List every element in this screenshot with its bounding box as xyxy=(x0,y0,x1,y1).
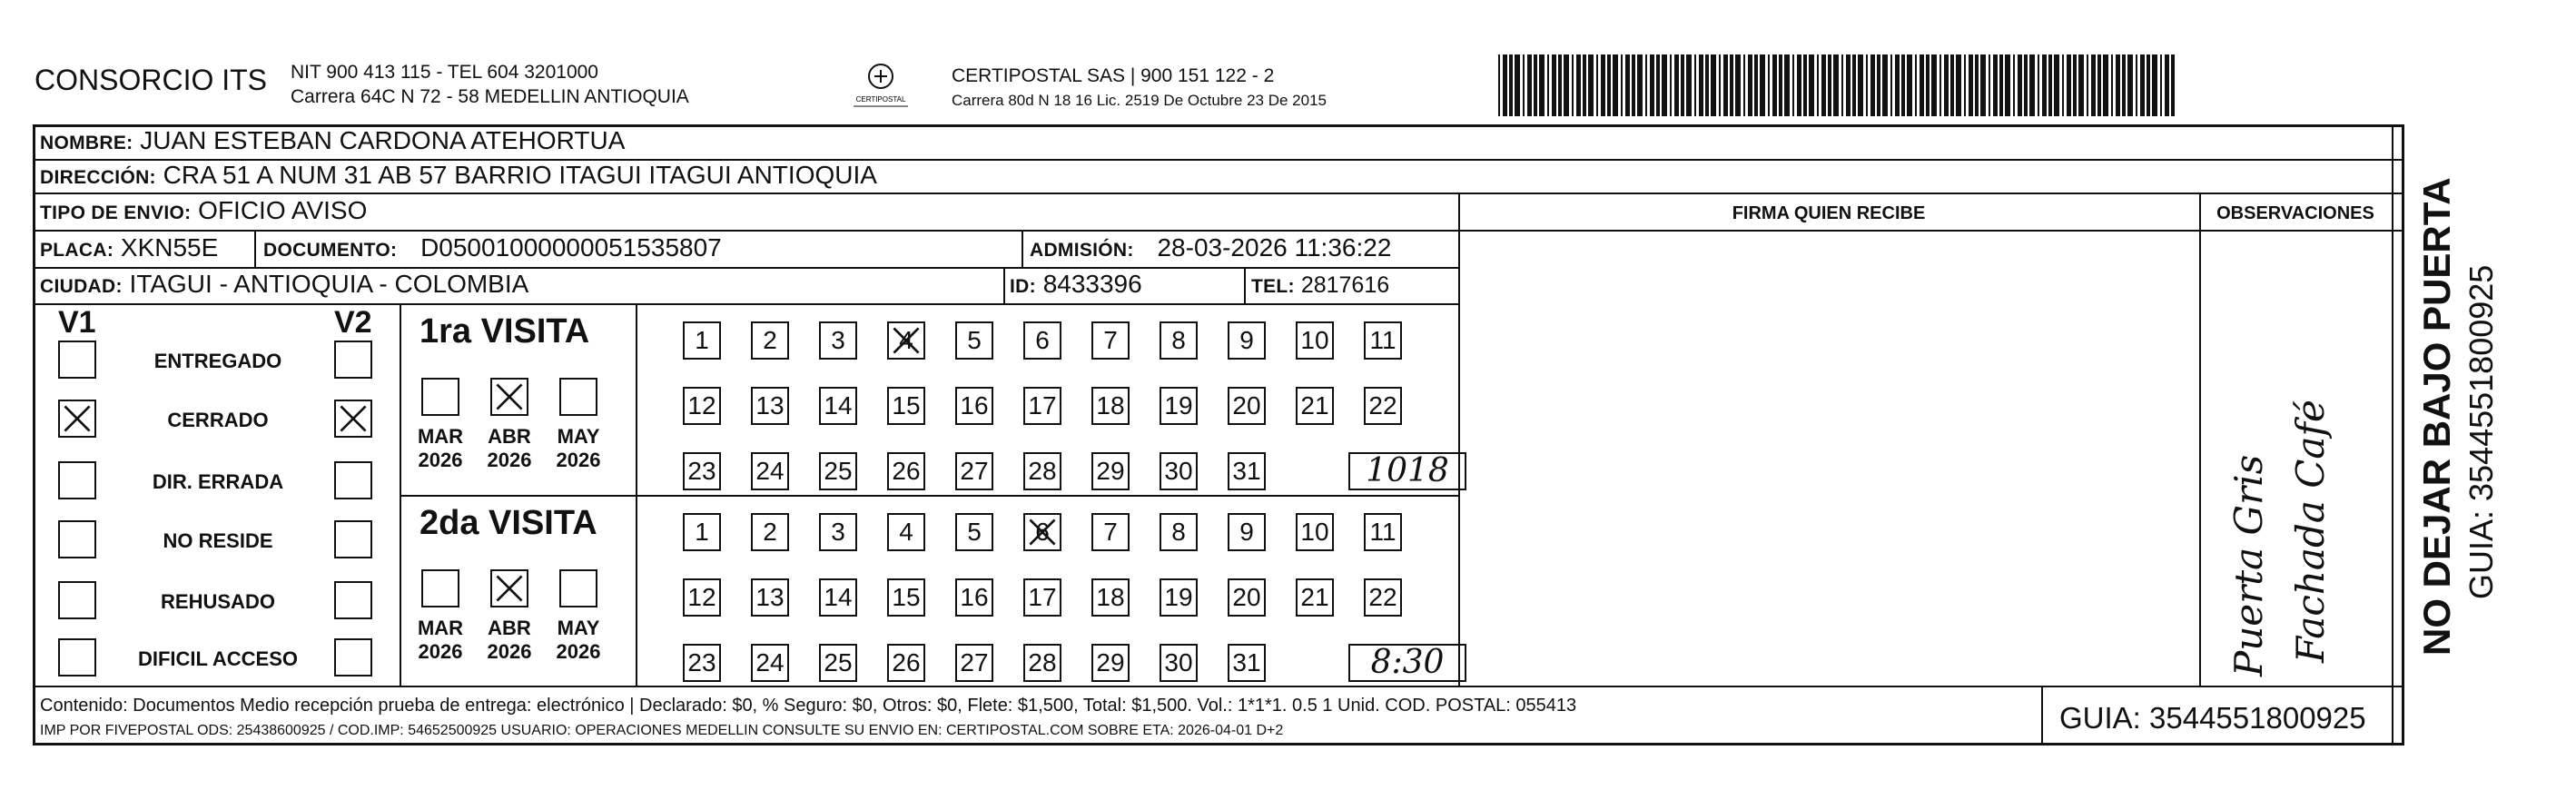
barcode-bar xyxy=(1503,54,1507,116)
rule xyxy=(400,495,1458,497)
rule xyxy=(1244,267,1246,303)
day-box[interactable]: 17 xyxy=(1023,578,1061,617)
day-box[interactable]: 31 xyxy=(1228,644,1266,682)
barcode-bar xyxy=(1613,54,1618,116)
v2-label: V2 xyxy=(334,305,372,340)
barcode-bar xyxy=(1735,54,1741,116)
barcode-bar xyxy=(1662,54,1667,116)
barcode-bar xyxy=(2013,54,2015,116)
observacion-1: Puerta Gris xyxy=(2226,454,2271,676)
check-mark-icon xyxy=(336,401,370,436)
barcode-bar xyxy=(1901,54,1905,116)
day-box[interactable]: 25 xyxy=(819,644,857,682)
day-box[interactable]: 5 xyxy=(955,321,993,360)
barcode-bar xyxy=(1572,54,1574,116)
v2-checkbox[interactable] xyxy=(334,581,372,619)
nombre-value: JUAN ESTEBAN CARDONA ATEHORTUA xyxy=(140,126,626,154)
day-box[interactable]: 10 xyxy=(1296,321,1334,360)
barcode-bar xyxy=(2018,54,2022,116)
barcode-bar xyxy=(1969,54,1973,116)
day-box[interactable]: 19 xyxy=(1160,387,1198,425)
barcode-bar xyxy=(1792,54,1794,116)
barcode-bar xyxy=(1768,54,1770,116)
barcode-bar xyxy=(1956,54,1961,116)
rule xyxy=(1458,193,1460,686)
barcode-bar xyxy=(1656,54,1660,116)
day-box[interactable]: 30 xyxy=(1160,452,1198,490)
day-box[interactable]: 23 xyxy=(683,644,721,682)
day-box[interactable]: 7 xyxy=(1091,321,1130,360)
rule xyxy=(33,193,2404,194)
barcode-bar xyxy=(1931,54,1937,116)
barcode-bar xyxy=(1564,54,1569,116)
nombre-label: NOMBRE: xyxy=(40,133,133,153)
month-label xyxy=(547,425,610,472)
carrier-license: Carrera 80d N 18 16 Lic. 2519 De Octubre 23 De 2015 xyxy=(952,92,1327,109)
month-checkbox[interactable] xyxy=(421,378,459,416)
day-box[interactable]: 15 xyxy=(887,387,925,425)
placa-label: PLACA: xyxy=(40,240,114,261)
v1-checkbox[interactable] xyxy=(58,638,96,676)
v1-checkbox[interactable] xyxy=(58,341,96,379)
barcode-bar xyxy=(1596,54,1598,116)
check-mark-icon xyxy=(60,401,94,436)
v1-checkbox[interactable] xyxy=(58,581,96,619)
barcode-bar xyxy=(1588,54,1594,116)
barcode-bar xyxy=(1989,54,1990,116)
barcode-bar xyxy=(1534,54,1537,116)
barcode-bar xyxy=(1601,54,1605,116)
v2-checkbox[interactable] xyxy=(334,400,372,438)
day-box[interactable]: 16 xyxy=(955,387,993,425)
month-checkbox[interactable] xyxy=(421,569,459,607)
barcode-bar xyxy=(2091,54,2096,116)
barcode-bar xyxy=(1772,54,1777,116)
barcode-bar xyxy=(1743,54,1745,116)
rule xyxy=(2199,193,2201,686)
barcode-bar xyxy=(1999,54,2003,116)
nit-line: NIT 900 413 115 - TEL 604 3201000 xyxy=(291,62,598,83)
id-value: 8433396 xyxy=(1042,270,1142,298)
placa-field xyxy=(40,233,218,262)
barcode-bar xyxy=(1523,54,1525,116)
day-box[interactable]: 2 xyxy=(751,513,789,551)
barcode-bar xyxy=(2054,54,2059,116)
barcode-bar xyxy=(1645,54,1647,116)
day-box[interactable]: 3 xyxy=(819,513,857,551)
barcode-bar xyxy=(1621,54,1623,116)
check-mark-icon xyxy=(492,571,527,606)
day-box[interactable]: 8 xyxy=(1160,513,1198,551)
month-year: 2026 xyxy=(556,640,601,663)
barcode-bar xyxy=(2048,54,2052,116)
barcode-bar xyxy=(1723,54,1728,116)
direccion-value: CRA 51 A NUM 31 AB 57 BARRIO ITAGUI ITAGUI ANTIOQUIA xyxy=(163,161,877,189)
barcode-bar xyxy=(1944,54,1949,116)
rule xyxy=(2041,686,2043,746)
barcode-bar xyxy=(2073,54,2077,116)
day-box[interactable]: 3 xyxy=(819,321,857,360)
visit-title: 1ra VISITA xyxy=(419,312,590,351)
day-box[interactable]: 30 xyxy=(1160,644,1198,682)
barcode-bar xyxy=(1625,54,1630,116)
day-box[interactable]: 4 xyxy=(887,321,925,360)
barcode-bar xyxy=(1890,54,1892,116)
v1-label: V1 xyxy=(58,305,96,340)
month-name: ABR xyxy=(488,425,531,448)
month-name: MAY xyxy=(557,617,600,639)
month-year: 2026 xyxy=(418,449,463,471)
month-checkbox[interactable] xyxy=(559,378,597,416)
day-box[interactable]: 29 xyxy=(1091,452,1130,490)
barcode-bar xyxy=(1576,54,1581,116)
barcode-bar xyxy=(1980,54,1986,116)
barcode-bar xyxy=(1498,54,1500,116)
month-name: MAR xyxy=(417,617,464,639)
day-box[interactable]: 29 xyxy=(1091,644,1130,682)
id-field xyxy=(1010,270,1142,299)
status-option-label: CERRADO xyxy=(167,409,269,431)
status-option-label: REHUSADO xyxy=(161,590,275,613)
day-box[interactable]: 4 xyxy=(887,513,925,551)
barcode-bar xyxy=(1950,54,1954,116)
barcode-bar xyxy=(1674,54,1679,116)
barcode-bar xyxy=(1552,54,1556,116)
barcode-bar xyxy=(1870,54,1875,116)
rule xyxy=(400,303,401,686)
ciudad-field xyxy=(40,270,528,299)
barcode-bar xyxy=(1852,54,1856,116)
v2-checkbox[interactable] xyxy=(334,341,372,379)
day-box[interactable]: 15 xyxy=(887,578,925,617)
barcode-bar xyxy=(2147,54,2150,116)
visit-time[interactable]: 8:30 xyxy=(1348,644,1466,682)
barcode-bar xyxy=(1681,54,1684,116)
barcode-bar xyxy=(1846,54,1851,116)
day-box[interactable]: 9 xyxy=(1228,321,1266,360)
check-mark-icon xyxy=(889,323,923,358)
observaciones-header: OBSERVACIONES xyxy=(2216,203,2374,223)
barcode-bar xyxy=(1539,54,1545,116)
barcode-bar xyxy=(2029,54,2035,116)
rule xyxy=(636,303,637,686)
barcode-bar xyxy=(1705,54,1709,116)
barcode xyxy=(1498,54,2179,116)
day-box[interactable]: 14 xyxy=(819,578,857,617)
barcode-bar xyxy=(1650,54,1654,116)
barcode-bar xyxy=(1784,54,1790,116)
barcode-bar xyxy=(1821,54,1826,116)
barcode-bar xyxy=(1817,54,1819,116)
tipo-value: OFICIO AVISO xyxy=(198,196,368,224)
day-box[interactable]: 26 xyxy=(887,452,925,490)
v1-checkbox[interactable] xyxy=(58,520,96,558)
barcode-bar xyxy=(2127,54,2133,116)
day-box[interactable]: 1 xyxy=(683,321,721,360)
tipo-label: TIPO DE ENVIO: xyxy=(40,202,192,223)
barcode-bar xyxy=(1748,54,1752,116)
admision-label: ADMISIÓN: xyxy=(1030,240,1134,261)
status-option-label: DIFICIL ACCESO xyxy=(137,647,298,670)
barcode-bar xyxy=(2062,54,2064,116)
day-box[interactable]: 20 xyxy=(1228,578,1266,617)
day-box[interactable]: 18 xyxy=(1091,387,1130,425)
barcode-bar xyxy=(1632,54,1635,116)
placa-value: XKN55E xyxy=(120,233,219,262)
tel-value: 2817616 xyxy=(1300,272,1390,298)
direccion-field xyxy=(40,161,877,190)
rule xyxy=(1022,230,1023,267)
barcode-bar xyxy=(1637,54,1643,116)
day-box[interactable]: 6 xyxy=(1023,513,1061,551)
month-label xyxy=(478,617,541,664)
month-year: 2026 xyxy=(487,640,532,663)
barcode-bar xyxy=(2160,54,2162,116)
day-box[interactable]: 8 xyxy=(1160,321,1198,360)
ciudad-value: ITAGUI - ANTIOQUIA - COLOMBIA xyxy=(129,270,529,298)
check-mark-icon xyxy=(492,380,527,414)
barcode-bar xyxy=(2005,54,2010,116)
barcode-bar xyxy=(2024,54,2028,116)
month-checkbox[interactable] xyxy=(490,378,528,416)
id-label: ID: xyxy=(1010,276,1036,297)
visit-time[interactable]: 1018 xyxy=(1348,452,1466,490)
barcode-bar xyxy=(1895,54,1900,116)
month-label xyxy=(478,425,541,472)
documento-field xyxy=(263,233,722,262)
carrier-name: CERTIPOSTAL SAS | 900 151 122 - 2 xyxy=(952,65,1275,86)
rule xyxy=(33,303,1458,305)
v2-checkbox[interactable] xyxy=(334,461,372,499)
no-dejar-warning: NO DEJAR BAJO PUERTA xyxy=(2415,177,2458,656)
firma-header: FIRMA QUIEN RECIBE xyxy=(1732,203,1926,223)
day-box[interactable]: 19 xyxy=(1160,578,1198,617)
barcode-bar xyxy=(1866,54,1868,116)
month-year: 2026 xyxy=(487,449,532,471)
barcode-bar xyxy=(2087,54,2088,116)
day-box[interactable]: 24 xyxy=(751,452,789,490)
barcode-bar xyxy=(2116,54,2120,116)
barcode-bar xyxy=(1803,54,1807,116)
barcode-bar xyxy=(1858,54,1863,116)
barcode-bar xyxy=(1711,54,1716,116)
day-box[interactable]: 31 xyxy=(1228,452,1266,490)
barcode-bar xyxy=(1670,54,1672,116)
documento-value: D05001000000051535807 xyxy=(420,233,722,262)
barcode-bar xyxy=(1607,54,1611,116)
guia-footer: GUIA: 3544551800925 xyxy=(2059,701,2366,735)
tipo-field xyxy=(40,196,367,225)
barcode-bar xyxy=(2152,54,2157,116)
status-option-label: DIR. ERRADA xyxy=(152,470,284,493)
day-box[interactable]: 22 xyxy=(1364,578,1402,617)
status-option-label: ENTREGADO xyxy=(153,350,282,372)
barcode-bar xyxy=(2038,54,2039,116)
day-box[interactable]: 27 xyxy=(955,644,993,682)
day-box[interactable]: 2 xyxy=(751,321,789,360)
day-box[interactable]: 16 xyxy=(955,578,993,617)
nombre-field xyxy=(40,126,625,155)
day-box[interactable]: 7 xyxy=(1091,513,1130,551)
barcode-bar xyxy=(1907,54,1912,116)
certipostal-logo xyxy=(844,58,917,113)
barcode-bar xyxy=(1809,54,1814,116)
barcode-bar xyxy=(2111,54,2113,116)
barcode-bar xyxy=(1939,54,1941,116)
ciudad-label: CIUDAD: xyxy=(40,276,123,297)
barcode-bar xyxy=(2067,54,2071,116)
month-label xyxy=(409,617,472,664)
status-option-label: NO RESIDE xyxy=(163,529,273,552)
day-box[interactable]: 22 xyxy=(1364,387,1402,425)
day-box[interactable]: 13 xyxy=(751,578,789,617)
barcode-bar xyxy=(1841,54,1843,116)
day-box[interactable]: 13 xyxy=(751,387,789,425)
v1-checkbox[interactable] xyxy=(58,400,96,438)
rule xyxy=(33,230,2404,232)
day-box[interactable]: 12 xyxy=(683,578,721,617)
barcode-bar xyxy=(1686,54,1692,116)
barcode-bar xyxy=(1754,54,1758,116)
side-guia: GUIA: 3544551800925 xyxy=(2462,264,2500,599)
carrier-info xyxy=(952,64,1327,113)
day-box[interactable]: 24 xyxy=(751,644,789,682)
barcode-bar xyxy=(1583,54,1586,116)
barcode-bar xyxy=(2140,54,2145,116)
footer-print-line: IMP POR FIVEPOSTAL ODS: 25438600925 / COD.IMP: 54652500925 USUARIO: OPERACIONES MEDELLIN CONSULTE SU ENVIO EN: CERTIPOSTAL.COM SOBRE ETA: 2026-04-01 D+2 xyxy=(40,723,1284,738)
barcode-bar xyxy=(1509,54,1513,116)
barcode-bar xyxy=(1558,54,1562,116)
barcode-bar xyxy=(1975,54,1979,116)
barcode-bar xyxy=(1877,54,1880,116)
admision-value: 28-03-2026 11:36:22 xyxy=(1157,233,1392,262)
address-line: Carrera 64C N 72 - 58 MEDELLIN ANTIOQUIA xyxy=(291,86,689,107)
barcode-bar xyxy=(1920,54,1924,116)
svg-text:CERTIPOSTAL: CERTIPOSTAL xyxy=(855,95,906,104)
direccion-label: DIRECCIÓN: xyxy=(40,167,156,188)
barcode-bar xyxy=(1730,54,1733,116)
barcode-bar xyxy=(2165,54,2169,116)
day-box[interactable]: 23 xyxy=(683,452,721,490)
tel-label: TEL: xyxy=(1251,276,1295,297)
barcode-bar xyxy=(1882,54,1888,116)
day-box[interactable]: 9 xyxy=(1228,513,1266,551)
barcode-bar xyxy=(2042,54,2047,116)
day-box[interactable]: 11 xyxy=(1364,513,1402,551)
rule xyxy=(1003,267,1005,303)
day-box[interactable]: 5 xyxy=(955,513,993,551)
observacion-2: Fachada Café xyxy=(2288,400,2333,663)
barcode-bar xyxy=(1527,54,1532,116)
barcode-bar xyxy=(2171,54,2175,116)
day-box[interactable]: 1 xyxy=(683,513,721,551)
barcode-bar xyxy=(2097,54,2101,116)
day-box[interactable]: 25 xyxy=(819,452,857,490)
day-box[interactable]: 28 xyxy=(1023,644,1061,682)
barcode-bar xyxy=(1833,54,1839,116)
documento-label: DOCUMENTO: xyxy=(263,240,398,261)
rule xyxy=(2392,124,2393,746)
day-box[interactable]: 12 xyxy=(683,387,721,425)
barcode-bar xyxy=(1828,54,1831,116)
day-box[interactable]: 18 xyxy=(1091,578,1130,617)
month-year: 2026 xyxy=(556,449,601,471)
day-box[interactable]: 6 xyxy=(1023,321,1061,360)
month-checkbox[interactable] xyxy=(490,569,528,607)
admision-field xyxy=(1030,233,1391,262)
barcode-bar xyxy=(1719,54,1721,116)
visit-title: 2da VISITA xyxy=(419,504,597,542)
v1-checkbox[interactable] xyxy=(58,461,96,499)
barcode-bar xyxy=(1760,54,1765,116)
barcode-bar xyxy=(1797,54,1801,116)
barcode-bar xyxy=(2078,54,2084,116)
v2-checkbox[interactable] xyxy=(334,520,372,558)
rule xyxy=(33,686,2404,687)
day-box[interactable]: 11 xyxy=(1364,321,1402,360)
barcode-bar xyxy=(1993,54,1998,116)
barcode-bar xyxy=(1964,54,1966,116)
barcode-bar xyxy=(1699,54,1703,116)
company-info xyxy=(291,60,689,109)
month-name: ABR xyxy=(488,617,531,639)
day-box[interactable]: 17 xyxy=(1023,387,1061,425)
barcode-bar xyxy=(1915,54,1917,116)
barcode-bar xyxy=(1694,54,1696,116)
day-box[interactable]: 21 xyxy=(1296,387,1334,425)
month-label xyxy=(409,425,472,472)
day-box[interactable]: 27 xyxy=(955,452,993,490)
day-box[interactable]: 14 xyxy=(819,387,857,425)
tel-field xyxy=(1251,272,1389,299)
barcode-bar xyxy=(1926,54,1930,116)
barcode-bar xyxy=(1547,54,1549,116)
v2-checkbox[interactable] xyxy=(334,638,372,676)
barcode-bar xyxy=(2103,54,2108,116)
check-mark-icon xyxy=(1025,515,1060,549)
day-box[interactable]: 21 xyxy=(1296,578,1334,617)
day-box[interactable]: 20 xyxy=(1228,387,1266,425)
day-box[interactable]: 28 xyxy=(1023,452,1061,490)
day-box[interactable]: 10 xyxy=(1296,513,1334,551)
barcode-bar xyxy=(1515,54,1520,116)
barcode-bar xyxy=(2136,54,2137,116)
rule xyxy=(254,230,256,267)
footer-content-line: Contenido: Documentos Medio recepción prueba de entrega: electrónico | Declarado: $0, % Seguro: $0, Otros: $0, Flete: $1,500, Total: $1,500. Vol.: 1*1*1. 0.5 1 Unid. COD. POSTAL: 055413 xyxy=(40,696,1577,716)
month-name: MAR xyxy=(417,425,464,448)
month-year: 2026 xyxy=(418,640,463,663)
month-label xyxy=(547,617,610,664)
brand-name: CONSORCIO ITS xyxy=(35,64,268,96)
barcode-bar xyxy=(2122,54,2126,116)
day-box[interactable]: 26 xyxy=(887,644,925,682)
month-checkbox[interactable] xyxy=(559,569,597,607)
month-name: MAY xyxy=(557,425,600,448)
barcode-bar xyxy=(1779,54,1782,116)
